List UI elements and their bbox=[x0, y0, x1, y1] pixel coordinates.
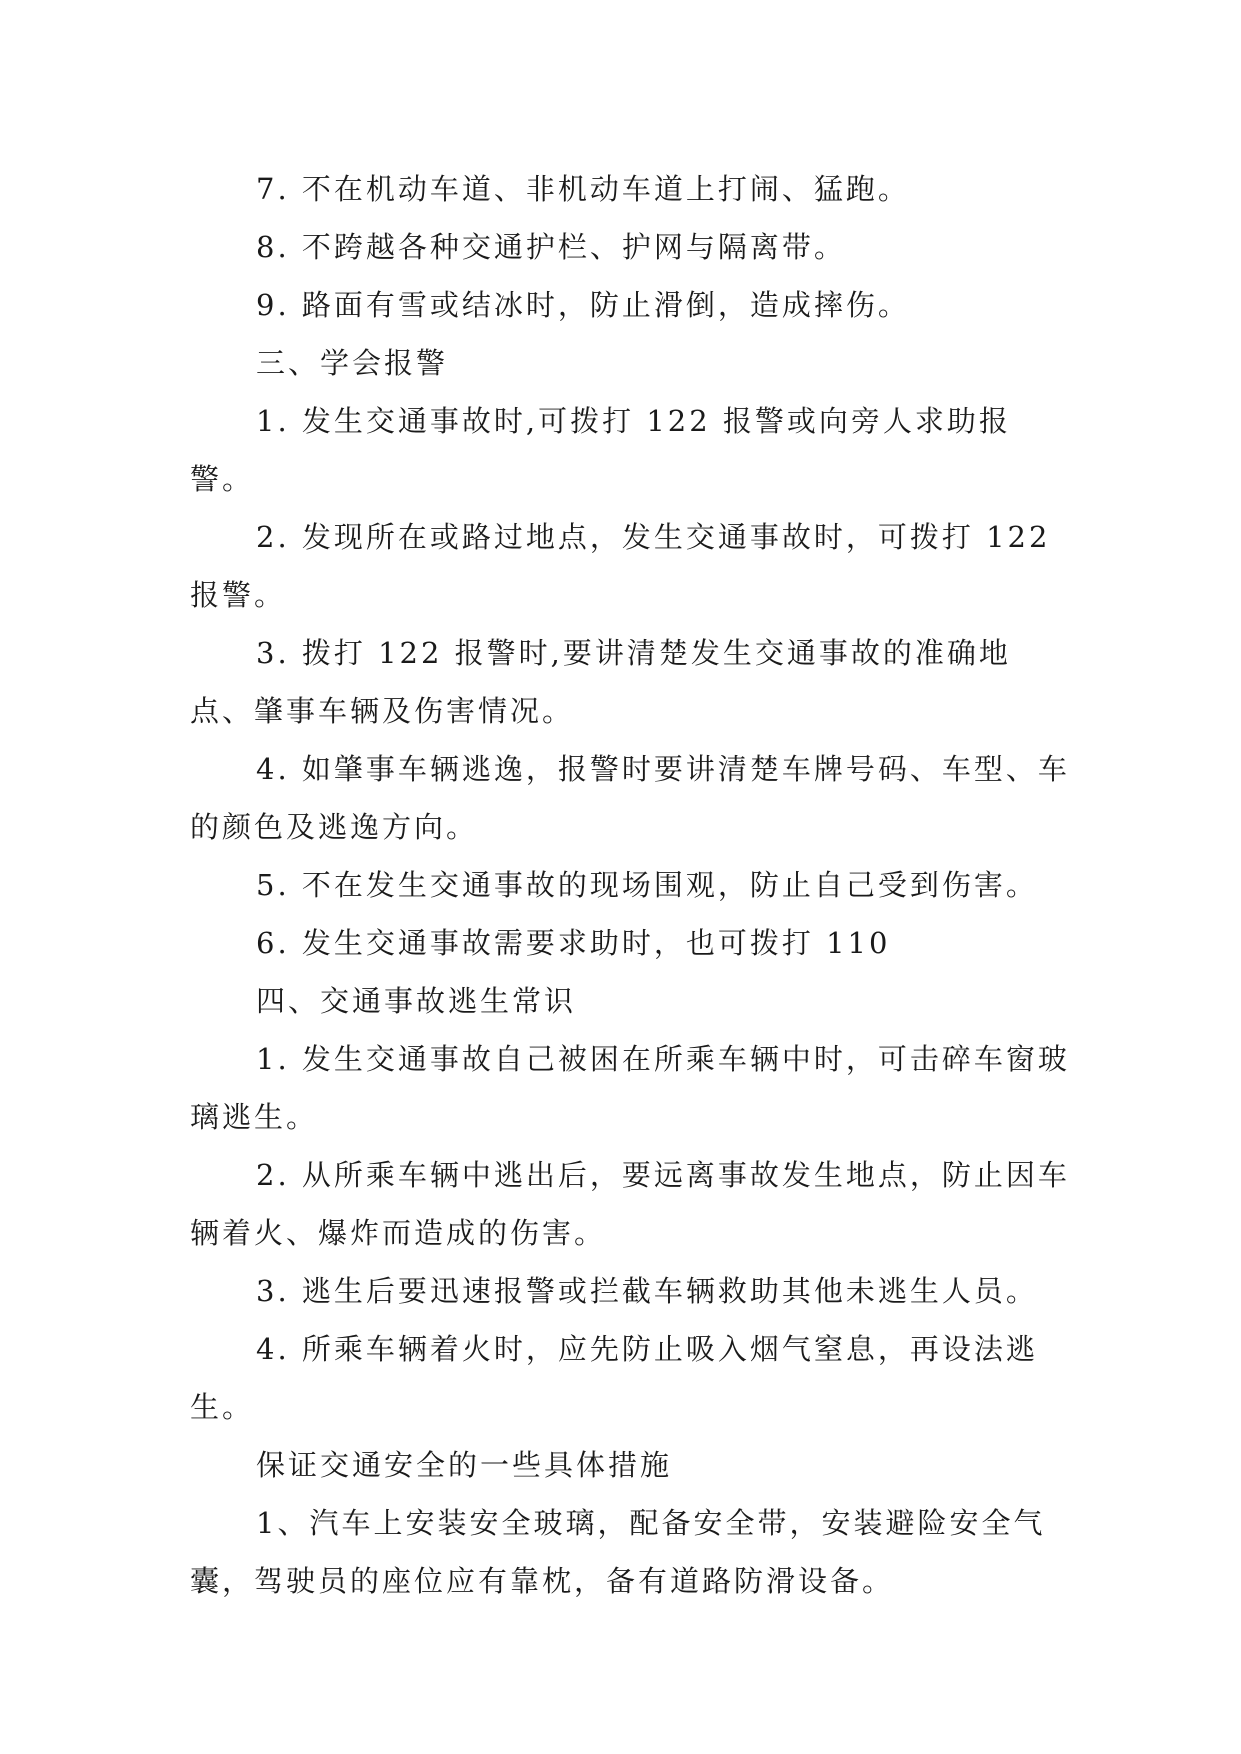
paragraph: 8. 不跨越各种交通护栏、护网与隔离带。 bbox=[256, 230, 846, 264]
paragraph: 9. 路面有雪或结冰时，防止滑倒，造成摔伤。 bbox=[256, 288, 910, 322]
section-heading: 保证交通安全的一些具体措施 bbox=[256, 1448, 673, 1482]
paragraph: 4. 如肇事车辆逃逸，报警时要讲清楚车牌号码、车型、车的颜色及逃逸方向。 bbox=[190, 752, 1070, 844]
paragraph: 2. 发现所在或路过地点，发生交通事故时，可拨打 122 报警。 bbox=[190, 520, 1051, 612]
paragraph: 1. 发生交通事故自己被困在所乘车辆中时，可击碎车窗玻璃逃生。 bbox=[190, 1042, 1070, 1134]
paragraph: 3. 逃生后要迅速报警或拦截车辆救助其他未逃生人员。 bbox=[256, 1274, 1038, 1308]
paragraph: 3. 拨打 122 报警时,要讲清楚发生交通事故的准确地点、肇事车辆及伤害情况。 bbox=[190, 636, 1011, 728]
document-body bbox=[190, 160, 1070, 1610]
paragraph: 4. 所乘车辆着火时，应先防止吸入烟气窒息，再设法逃生。 bbox=[190, 1332, 1038, 1424]
paragraph: 7. 不在机动车道、非机动车道上打闹、猛跑。 bbox=[256, 172, 910, 206]
paragraph: 6. 发生交通事故需要求助时，也可拨打 110 bbox=[256, 926, 891, 960]
paragraph: 1、汽车上安装安全玻璃，配备安全带，安装避险安全气囊，驾驶员的座位应有靠枕，备有道路防滑设备。 bbox=[190, 1506, 1046, 1598]
section-heading: 三、学会报警 bbox=[256, 346, 449, 380]
paragraph: 2. 从所乘车辆中逃出后，要远离事故发生地点，防止因车辆着火、爆炸而造成的伤害。 bbox=[190, 1158, 1070, 1250]
paragraph: 5. 不在发生交通事故的现场围观，防止自己受到伤害。 bbox=[256, 868, 1038, 902]
section-heading: 四、交通事故逃生常识 bbox=[256, 984, 577, 1018]
paragraph: 1. 发生交通事故时,可拨打 122 报警或向旁人求助报警。 bbox=[190, 404, 1011, 496]
